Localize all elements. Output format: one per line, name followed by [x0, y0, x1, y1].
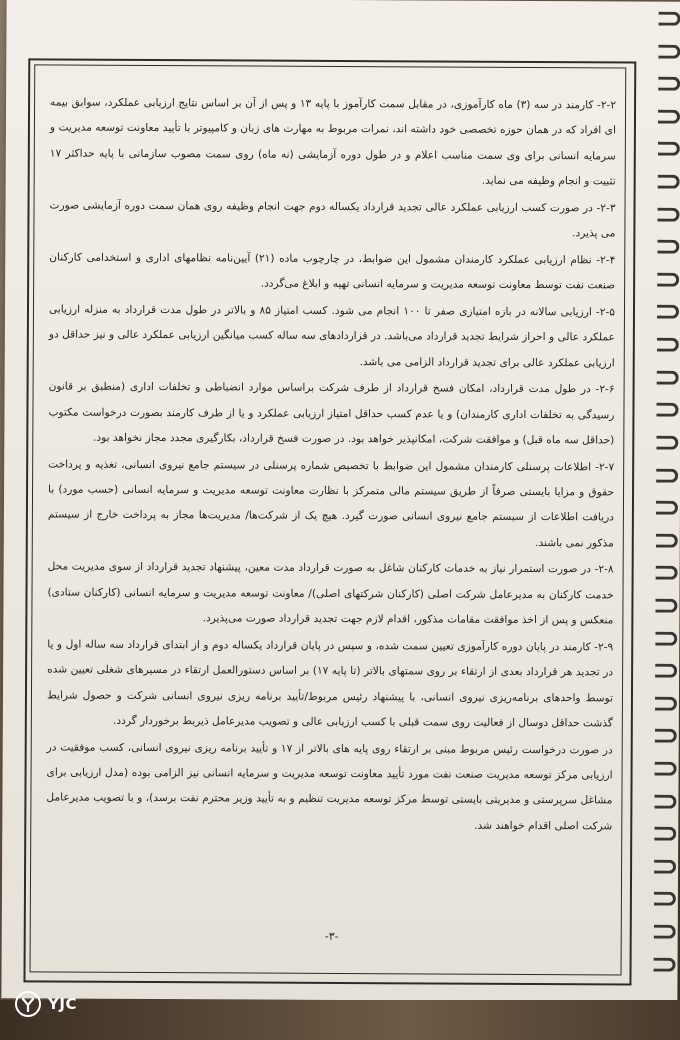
binding-ring [657, 273, 679, 287]
binding-ring [655, 762, 677, 776]
clause-2-3: ۲-۳- در صورت کسب ارزیابی عملکرد عالی تجدید قرارداد یکساله دوم جهت انجام وظیفه روی همان سمت دوره آزمایشی صورت می پذیرد. [49, 199, 616, 240]
binding-ring [657, 207, 679, 221]
binding-ring [658, 109, 680, 123]
clause-2-5: ۲-۵- ارزیابی سالانه در بازه امتیازی صفر تا ۱۰۰ انجام می شود. کسب امتیاز ۸۵ و بالاتر در طول مدت قرارداد به منزله ارزیابی عملکرد عالی و احراز شرایط تجدید قرارداد می‌باشد. در قراردادهای سه ساله کسب میانگین ارزیابی عملکرد عالی و نیز حداقل دو ارزیابی عملکرد عالی برای تجدید قرارداد الزامی می باشد. [48, 303, 616, 370]
binding-ring [655, 729, 677, 743]
yjc-emblem-icon [14, 990, 42, 1018]
binding-ring [656, 436, 678, 450]
binding-ring [656, 403, 678, 417]
binding-ring [657, 370, 679, 384]
binding-ring [657, 338, 679, 352]
binding-ring [658, 77, 680, 91]
binding-ring [657, 305, 679, 319]
clause-2-6: ۲-۶- در طول مدت قرارداد، امکان فسخ قرارداد از طرف شرکت براساس موارد انضباطی و تخلفات اداری (منطبق بر قانون رسیدگی به تخلفات اداری کارمندان) و یا عدم کسب حداقل امتیاز ارزیابی عملکرد و یا از طرف کارمند بصورت درخواست مکتوب (حداقل سه ماه قبل) و موافقت شرکت، امکانپذیر خواهد بود. در صورت فسخ قرارداد، بکارگیری مجدد مجاز نخواهد بود. [48, 380, 615, 447]
binding-ring [656, 501, 678, 515]
binding-ring [658, 44, 680, 58]
binding-ring [658, 12, 680, 26]
binding-ring [655, 664, 677, 678]
clause-2-4: ۲-۴- نظام ارزیابی عملکرد کارمندان مشمول این ضوابط، در چارچوب ماده (۲۱) آیین‌نامه نظامهای اداری و استخدامی کارکنان صنعت نفت توسط معاونت توسعه مدیریت و سرمایه انسانی تهیه و ابلاغ می‌گردد. [49, 251, 616, 292]
binding-ring [656, 566, 678, 580]
binding-ring [654, 957, 676, 971]
binding-ring [658, 142, 680, 156]
binding-ring [656, 468, 678, 482]
clause-2-7: ۲-۷- اطلاعات پرسنلی کارمندان مشمول این ضوابط با تخصیص شماره پرسنلی در سیستم جامع نیروی انسانی، تغذیه و پرداخت حقوق و مزایا بایستی صرفاً از طریق سیستم مالی متمرکز با نظارت معاونت توسعه مدیریت و سرمایه انسانی (حسب مورد) با دریافت اطلاعات از سیستم جامع نیروی انسانی صورت گیرد. هیچ یک از شرکت‌ها/ مدیریت‌ها مجاز به پرداخت خارج از سیستم مذکور نمی باشند. [47, 458, 615, 550]
binding-ring [657, 240, 679, 254]
watermark-logo [14, 984, 124, 1024]
page-number: -۳- [324, 929, 339, 943]
binding-ring [655, 696, 677, 710]
binding-ring [654, 892, 676, 906]
watermark-text: YJC [48, 995, 77, 1013]
binding-ring [658, 175, 680, 189]
binding-ring [654, 925, 676, 939]
document-page [1, 0, 680, 1002]
clause-2-2: ۲-۲- کارمند در سه (۳) ماه کارآموزی، در مقابل سمت کارآموز با پایه ۱۳ و پس از آن بر اساس نتایج ارزیابی عملکرد، سوابق بیمه ای افراد که در همان حوزه تخصصی خود داشته اند، نمرات مربوط به مهارت های زبان و کامپیوتر با تأیید معاونت توسعه مدیریت و سرمایه انسانی برای وی سمت مناسب اعلام و در طول دوره آزمایشی (نه ماه) روی سمت مصوب سازمانی با پایه حداکثر ۱۷ تثبیت و انجام وظیفه می نماید. [49, 96, 617, 188]
clause-2-9-note: در صورت درخواست رئیس مربوط مبنی بر ارتقاء روی پایه های بالاتر از ۱۷ و تأیید برنامه ریزی نیروی انسانی، کسب موفقیت در ارزیابی مرکز توسعه مدیریت صنعت نفت مورد تأیید معاونت توسعه مدیریت و سرمایه انسانی نیز الزامی بوده (مدل ارزیابی برای مشاغل سرپرستی و مدیریتی بایستی توسط مرکز توسعه مدیریت تنظیم و به تأیید وزیر محترم نفت برسد)، و با تصویب مدیرعامل شرکت اصلی اقدام خواهند شد. [46, 741, 613, 833]
clause-2-9: ۲-۹- کارمند در پایان دوره کارآموزی تعیین سمت شده، و سپس در پایان قرارداد یکساله دوم و از ابتدای قرارداد سه ساله اول و یا در تجدید هر قرارداد بعدی از ارتقاء بر روی سمتهای بالاتر (تا پایه ۱۷) بر اساس دستورالعمل ارتقاء در مسیرهای شغلی تعیین شده توسط واحدهای برنامه‌ریزی نیروی انسانی، با پیشنهاد رئیس مربوط/تأیید برنامه ریزی نیروی انسانی شرکت و حصول شرایط گذشت حداقل دوسال از فعالیت روی سمت قبلی با کسب ارزیابی عالی و تصویب مدیرعامل ذیربط برخوردار گردد. [46, 638, 614, 730]
binding-ring [654, 827, 676, 841]
binding-ring [655, 599, 677, 613]
spiral-binding [648, 12, 680, 972]
binding-ring [654, 859, 676, 873]
document-body [46, 90, 616, 840]
binding-ring [654, 794, 676, 808]
binding-ring [655, 631, 677, 645]
binding-ring [656, 533, 678, 547]
clause-2-8: ۲-۸- در صورت استمرار نیاز به خدمات کارکنان شاغل به صورت قرارداد مدت معین، پیشنهاد تجدید قرارداد از سوی مدیریت محل خدمت کارکنان به مدیرعامل شرکت اصلی (کارکنان شرکتهای اصلی)/ معاونت توسعه مدیریت و سرمایه انسانی (کارکنان ستادی) منعکس و پس از اخذ موافقت مقامات مذکور، اقدام لازم جهت تجدید قرارداد صورت می‌پذیرد. [47, 560, 614, 627]
